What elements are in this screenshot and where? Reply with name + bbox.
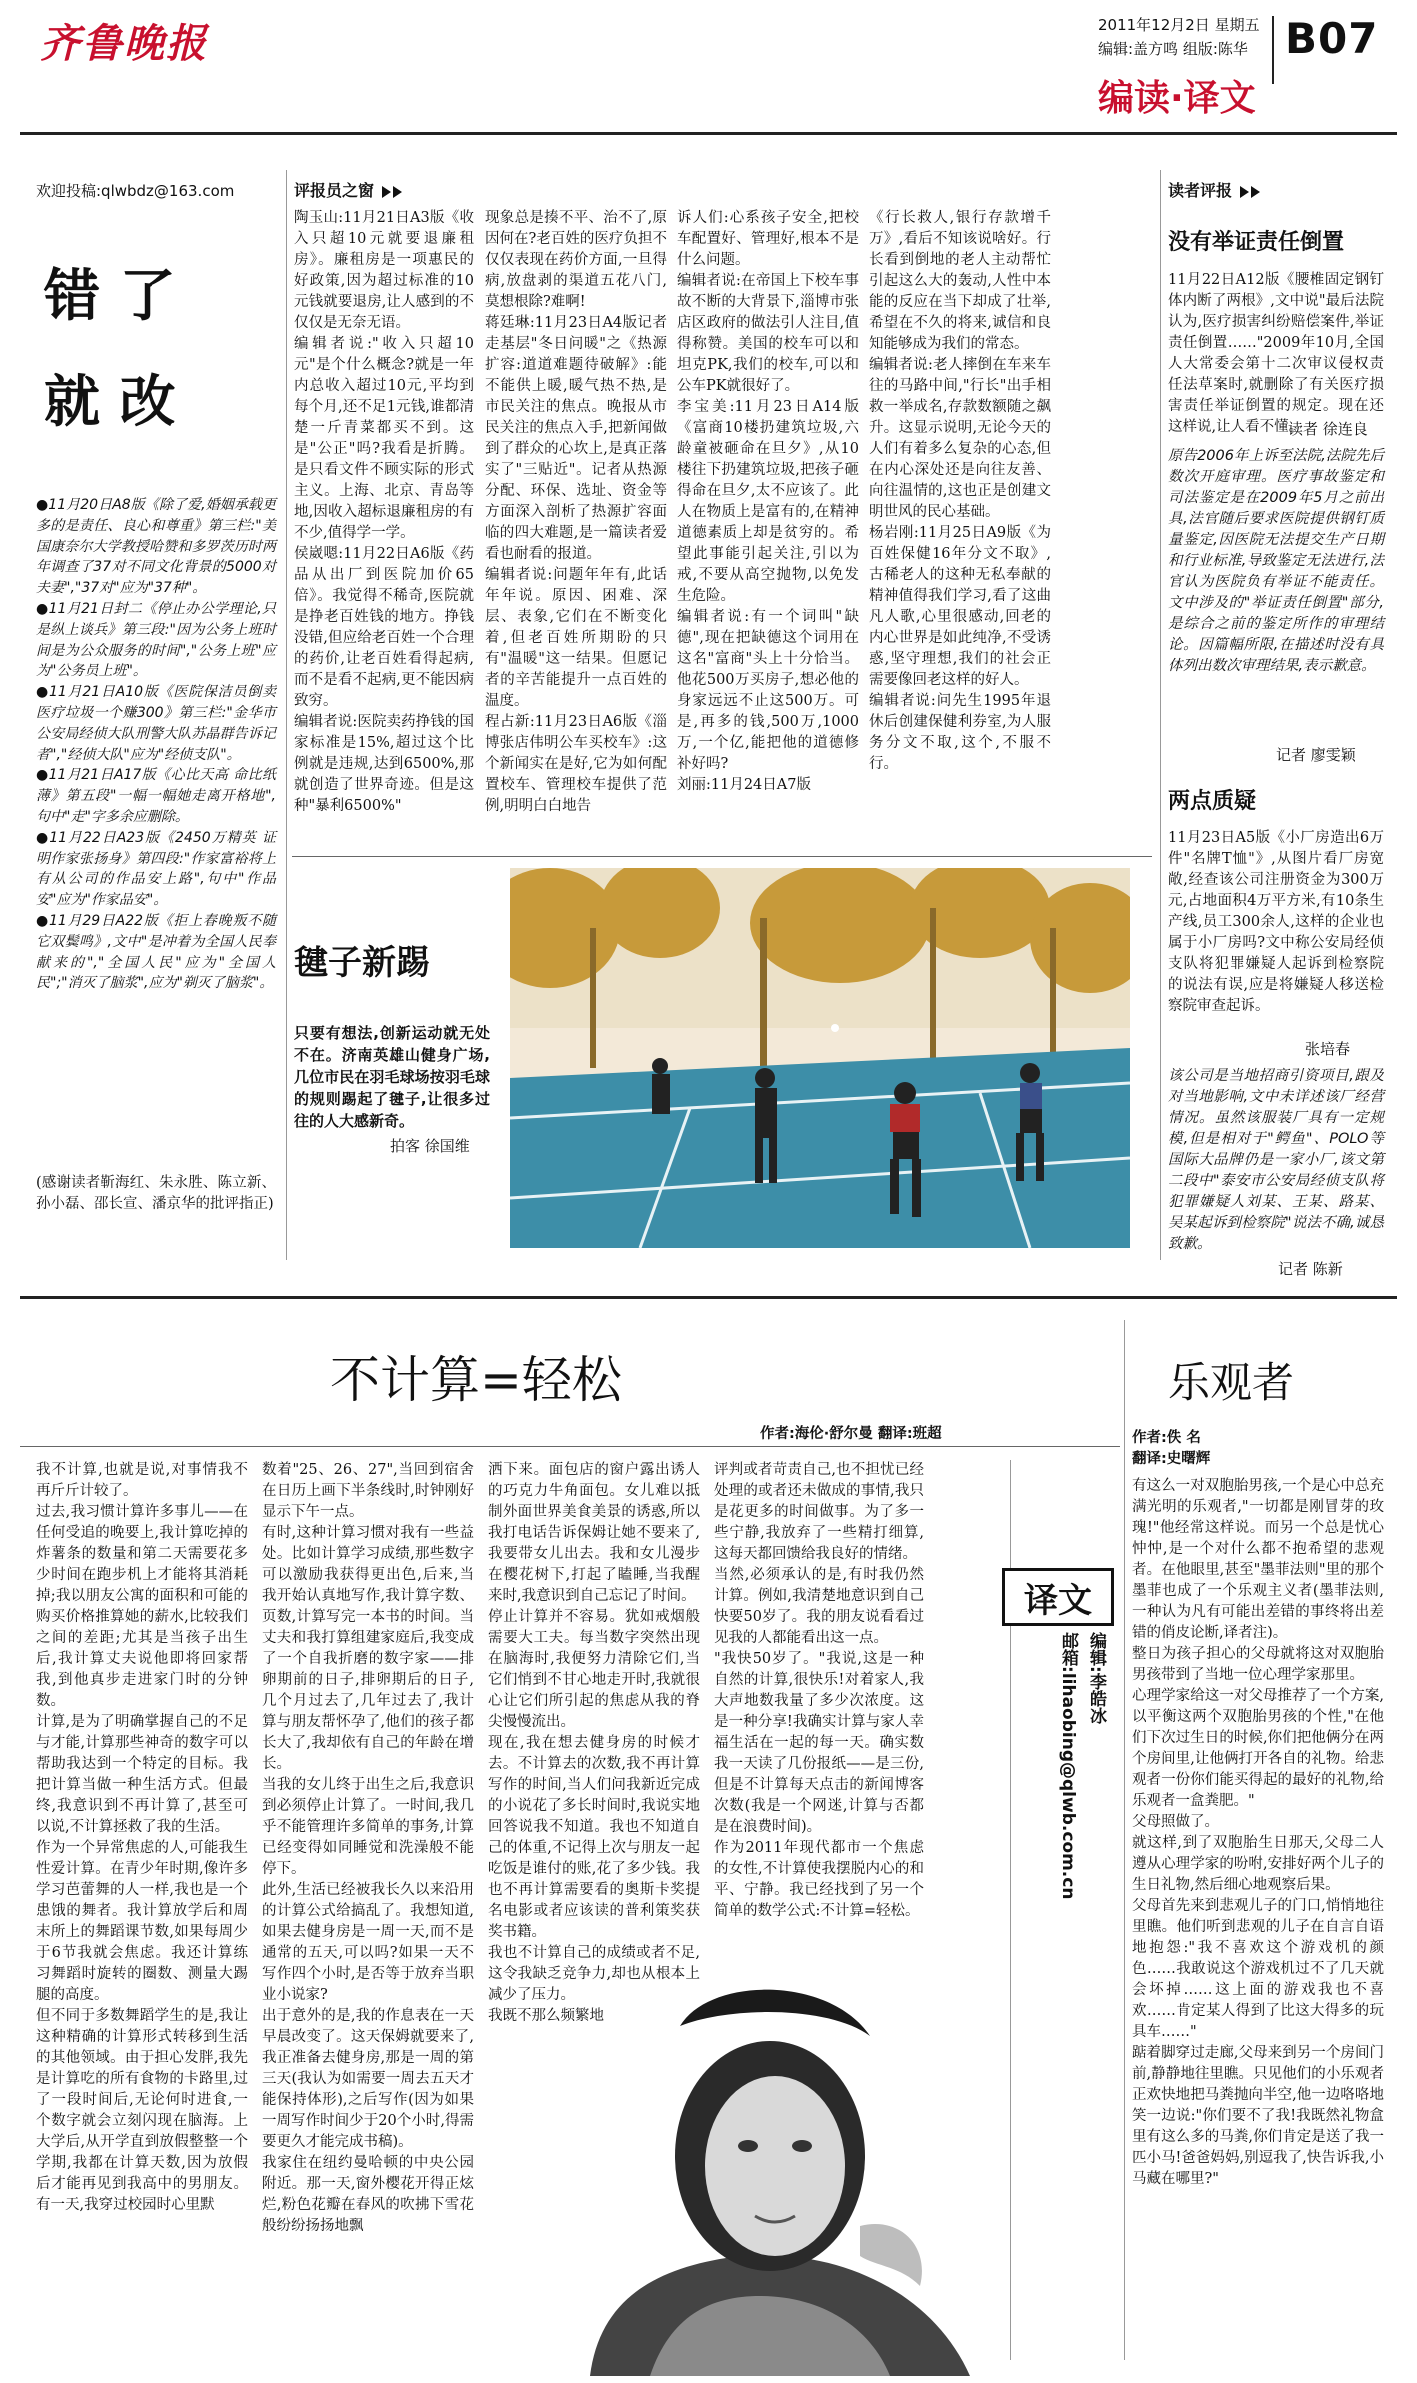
ppl-col-3: 诉人们:心系孩子安全,把校车配置好、管理好,根本不是什么问题。 编辑者说:在帝国上下校车事故不断的大背景下,淄博市张店区政府的做法引人注目,值得称赞。美国的校车可以和坦克PK,我们的校车,可以和公车PK就很好了。 李宝美:11月23日A14版《富商10楼扔建筑垃圾,六龄童被砸命在旦夕》,从10楼往下扔建筑垃圾,把孩子砸得命在旦夕,太不应该了。此人在物质上是富有的,在精神道德素质上却是贫穷的。希望此事能引起关注,引以为戒,不要从高空抛物,以免发生危险。 编辑者说:有一个词叫"缺德",现在把缺德这个词用在这名"富商"头上十分恰当。他花500万买房子,想必他的身家远远不止这500万。可是,再多的钱,500万,1000万,一个亿,能把他的道德修补好吗? 刘丽:11月24日A7版 [677, 210, 859, 793]
photo-shuttlecock-players [510, 868, 1130, 1248]
triangle-icon [393, 186, 402, 198]
reader-title-1: 没有举证责任倒置 [1168, 230, 1345, 255]
ppl-col-1: 陶玉山:11月21日A3版《收入只超10元就要退廉租房》。廉租房是一项惠民的好政策,因为超过标准的10元钱就要退房,让人感到的不仅仅是无奈无语。 编辑者说:"收入只超10元"是个什么概念?就是一年内总收入超过10元,平均到每个月,还不足1元钱,谁都清楚一斤青菜都买不到。这是"公正"吗?我看是折腾。是只看文件不顾实际的形式主义。上海、北京、青岛等地,因收入超标退廉租房的有不少,值得学一学。 侯崴嗯:11月22日A6版《药品从出厂到医院加价65倍》。我觉得不稀奇,医院就是挣老百姓钱的地方。挣钱没错,但应给老百姓一个合理的药价,让老百姓看得起病,而不是看不起病,更不能因病致穷。 编辑者说:医院卖药挣钱的国家标准是15%,超过这个比例就是违规,达到6500%,那就创造了世界奇迹。但是这种"暴利6500%" [294, 210, 474, 814]
article-byline: 作者:海伦·舒尔曼 翻译:班超 [760, 1426, 942, 1442]
ppl-bottom-rule [292, 856, 1152, 857]
left-title-2: 就 改 [44, 370, 176, 435]
divider-left [286, 170, 287, 1260]
translation-email: 邮箱:lihaobing@qlwb.com.cn [1058, 1632, 1078, 1900]
reader-title-2: 两点质疑 [1168, 789, 1257, 814]
article-title: 不计算=轻松 [330, 1351, 622, 1409]
optimist-body: 有这么一对双胞胎男孩,一个是心中总充满光明的乐观者,"一切都是刚冒芽的玫瑰!"他经常这样说。而另一个总是忧心忡忡,是一个对什么都不抱希望的悲观者。在他眼里,甚至"墨菲法则"里的那个墨菲也成了一个乐观主义者(墨菲法则,一种认为凡有可能出差错的事终将出差错的俏皮论断,译者注)。 整日为孩子担心的父母就将这对双胞胎男孩带到了当地一位心理学家那里。 心理学家给这一对父母推荐了一个方案,以平衡这两个双胞胎男孩的个性,"在他们下次过生日的时候,你们把他俩分在两个房间里,让他俩打开各自的礼物。给悲观者一份你们能买得起的最好的礼物,给乐观者一盒粪肥。" 父母照做了。 就这样,到了双胞胎生日那天,父母二人遵从心理学家的吩咐,安排好两个儿子的生日礼物,然后细心地观察后果。 父母首先来到悲观儿子的门口,悄悄地往里瞧。他们听到悲观的儿子在自言自语地抱怨:"我不喜欢这个游戏机的颜色……我敢说这个游戏机过不了几天就会坏掉……这上面的游戏我也不喜欢……肯定某人得到了比这大得多的玩具车……" 踮着脚穿过走廊,父母来到另一个房间门前,静静地往里瞧。只见他们的小乐观者正欢快地把马粪抛向半空,他一边咯咯地笑一边说:"你们要不了我!我既然礼物盒里有这么多的马粪,你们肯定是送了我一匹小马!爸爸妈妈,别逗我了,快告诉我,小马藏在哪里?" [1132, 1478, 1384, 2187]
reader-sign-1: 读者 徐连良 [1288, 420, 1368, 438]
photo-title: 毽子新踢 [294, 943, 430, 983]
ppl-col-4: 《行长救人,银行存款增千万》,看后不知该说啥好。行长看到倒地的老人主动帮忙引起这么大的轰动,人性中本能的反应在当下却成了壮举,希望在不久的将来,诚信和良知能够成为我们的常态。 编辑者说:老人摔倒在车来车往的马路中间,"行长"出手相救一举成名,存款数额随之飙升。这显示说明,无论今天的人们有着多么复杂的心态,但在内心深处还是向往友善、向往温情的,这也正是创建文明世风的民心基础。 杨岩刚:11月25日A9版《为百姓保健16年分文不取》,古稀老人的这种无私奉献的精神值得我们学习,看了这曲凡人歌,心里很感动,回老的内心世界是如此纯净,不受诱惑,坚守理想,我们的社会正需要像回老这样的好人。 编辑者说:问先生1995年退休后创建保健利券室,为人服务分文不取,这个,不服不行。 [869, 210, 1051, 772]
masthead-logo: 齐鲁晚报 [40, 20, 208, 67]
section-title: 编读·译文 [1098, 78, 1256, 119]
header-vrule [1272, 16, 1274, 84]
mid-rule [20, 1296, 1397, 1299]
reader-sign-4: 记者 陈新 [1278, 1260, 1343, 1278]
divider-right [1160, 170, 1161, 1260]
page-number: B07 [1285, 14, 1379, 63]
triangle-icon [1240, 186, 1249, 198]
article-col-2: 数着"25、26、27",当回到宿舍在日历上画下半条线时,时钟刚好显示下午一点。 有时,这种计算习惯对我有一些益处。比如计算学习成绩,那些数字可以激励我获得更出色,后来,当我开始认真地写作,我计算字数、页数,计算写完一本书的时间。当丈夫和我打算组建家庭后,我变成了一个自我折磨的数字家——排卵期前的日子,排卵期后的日子,几个月过去了,几年过去了,我计算与朋友帮怀孕了,他们的孩子都长大了,我却依有自己的年龄在增长。 当我的女儿终于出生之后,我意识到必须停止计算了。一时间,我几乎不能管理许多简单的事务,计算已经变得如同睡觉和洗澡般不能停下。 此外,生活已经被我长久以来沿用的计算公式给搞乱了。我想知道,如果去健身房是一周一天,而不是通常的五天,可以吗?如果一天不写作四个小时,是否等于放弃当职业小说家? 出于意外的是,我的作息表在一天早晨改变了。这天保姆就要来了,我正准备去健身房,那是一周的第三天(我认为如需要一周去五天才能保持体形),之后写作(因为如果一周写作时间少于20个小时,得需要更久才能完成书稿)。 我家住在纽约曼哈顿的中央公园附近。那一天,窗外樱花开得正炫烂,粉色花瓣在春风的吹拂下雪花般纷纷扬扬地飘 [262, 1462, 474, 2234]
left-thanks: (感谢读者靳海红、朱永胜、陈立新、孙小磊、邵长宣、潘京华的批评指正) [36, 1175, 276, 1212]
reader-header: 读者评报 [1168, 178, 1260, 201]
illustration-thinking-woman [530, 1966, 1010, 2376]
left-title-1: 错 了 [44, 264, 176, 329]
photo-credit: 拍客 徐国维 [390, 1137, 470, 1155]
reader-sign-2: 记者 廖雯颖 [1276, 746, 1356, 764]
reader-sign-3: 张培春 [1305, 1040, 1351, 1058]
left-corrections: ●11月20日A8版《除了爱,婚姻承载更多的是责任、良心和尊重》第三栏:"美国康奈尔大学教授哈赞和多罗茨历时两年调查了37对不同文化背景的5000对夫妻","37对"应为"37种"。 ●11月21日封二《停止办公学理论,只是纵上谈兵》第三段:"因为公务上班时间是为公众服务的时间","公务上班"应为"公务员上班"。 ●11月21日A10版《医院保洁员倒卖医疗垃圾一个赚300》第三栏:"金华市公安局经侦大队刑警大队苏晶群告诉记者","经侦大队"应为"经侦支队"。 ●11月21日A17版《心比天高 命比纸薄》第五段"一幅一幅她走离开格地",句中"走"字多余应删除。 ●11月22日A23版《2450万精英 证明作家张扬身》第四段:"作家富裕将上有从公司的作品安上路",句中"作品安"应为"作家品安"。 ●11月29日A22版《拒上春晚叛不随它双鬓鸣》,文中"是冲着为全国人民奉献来的","全国人民"应为"全国人民";"消灭了脑浆",应为"剃灭了脑浆"。 [36, 497, 276, 992]
ppl-col-2: 现象总是揍不平、治不了,原因何在?老百姓的医疗负担不仅仅表现在药价方面,一旦得病,放盘剥的渠道五花八门,莫想根除?难啊! 蒋廷琳:11月23日A4版记者走基层"冬日问暖"之《热源扩容:道道难题待破解》:能不能供上暖,暖气热不热,是市民关注的焦点。晚报从市民关注的焦点入手,把新闻做到了群众的心坎上,是真正落实了"三贴近"。记者从热源分配、环保、选址、资金等方面深入剖析了热源扩容面临的四大难题,是一篇读者爱看也耐看的报道。 编辑者说:问题年年有,此话年年说。原因、困难、深层、表象,它们在不断变化着,但老百姓所期盼的只有"温暖"这一结果。但愿记者的辛苦能提升一点百姓的温度。 程占新:11月23日A6版《淄博张店伟明公车买校车》:这个新闻实在是好,它为如何配置校车、管理校车提供了范例,明明白白地告 [485, 210, 667, 814]
header-date: 2011年12月2日 星期五 [1098, 16, 1260, 34]
translation-editor: 编辑:李皓冰 [1086, 1632, 1106, 1724]
triangle-icon [1251, 186, 1260, 198]
photo-caption: 只要有想法,创新运动就无处不在。济南英雄山健身广场,几位市民在羽毛球场按羽毛球的规则踢起了毽子,让很多过往的人大感新奇。 [294, 1024, 490, 1130]
article-rule [20, 1446, 1120, 1447]
ppl-header: 评报员之窗 [294, 178, 402, 201]
reader-explain-2: 该公司是当地招商引资项目,跟及对当地影响,文中未详述该厂经营情况。虽然该服装厂具有一定规模,但是相对于"鳄鱼"、POLO等国际大品牌仍是一家小厂,该文第二段中"泰安市公安局经侦支队将犯罪嫌疑人刘某、王某、路某、吴某起诉到检察院"说法不确,诚恳致歉。 [1168, 1068, 1384, 1252]
article-col-3: 洒下来。面包店的窗户露出诱人的巧克力牛角面包。女儿难以抵制外面世界美食美景的诱惑,所以我打电话告诉保姆让她不要来了,我要带女儿出去。我和女儿漫步在樱花树下,打起了瞌睡,当我醒来时,我意识到自己忘记了时间。 停止计算并不容易。犹如戒烟般需要大工夫。每当数字突然出现在脑海时,我便努力清除它们,当它们悄到不甘心地走开时,我就很心让它们所引起的焦虑从我的脊尖慢慢流出。 现在,我在想去健身房的时候才去。不计算去的次数,我不再计算写作的时间,当人们问我新近完成的小说花了多长时间时,我说实地回答说我不知道。我也不知道自己的体重,不记得上次与朋友一起吃饭是谁付的账,花了多少钱。我也不再计算需要看的奥斯卡奖提名电影或者应该读的普利策奖获奖书籍。 我也不计算自己的成绩或者不足,这令我缺乏竞争力,却也从根本上减少了压力。 我既不那么频繁地 [488, 1462, 700, 2024]
reader-body-1: 11月22日A12版《腰椎固定钢钉体内断了两根》,文中说"最后法院认为,医疗损害纠纷赔偿案件,举证责任倒置……"2009年10月,全国人大常委会第十二次审议侵权责任法草案时,就删除了有关医疗损害责任举证倒置的规定。现在还这样说,让人看不懂。 [1168, 272, 1384, 435]
triangle-icon [382, 186, 391, 198]
reader-explain-1: 原告2006年上诉至法院,法院先后数次开庭审理。医疗事故鉴定和司法鉴定是在2009年5月之前出具,法官随后要求医院提供钢钉质量鉴定,因医院无法提交生产日期和行业标准,导致鉴定无法进行,法官认为医院负有举证不能责任。文中涉及的"举证责任倒置"部分,是综合之前的鉴定所作的审理结论。因篇幅所限,在描述时没有具体列出数次审理结果,表示歉意。 [1168, 448, 1384, 674]
article-col-1: 我不计算,也就是说,对事情我不再斤斤计较了。 过去,我习惯计算许多事儿——在任何受追的晚要上,我计算吃掉的炸薯条的数量和第二天需要花多少时间在跑步机上才能将其消耗掉;我以朋友公寓的面积和可能的购买价格推算她的薪水,比较我们之间的差距;尤其是当孩子出生后,我计算丈夫说他即将回家帮我,到他真步走进家门时的分钟数。 计算,是为了明确掌握自己的不足与才能,计算那些神奇的数字可以帮助我达到一个特定的目标。我把计算当做一种生活方式。但最终,我意识到不再计算了,甚至可以说,不计算拯救了我的生活。 作为一个异常焦虑的人,可能我生性爱计算。在青少年时期,像许多学习芭蕾舞的人一样,我也是一个患饿的舞者。我计算放学后和周末所上的舞蹈课节数,如果每周少于6节我就会焦虑。我还计算练习舞蹈时旋转的圈数、测量大踢腿的高度。 但不同于多数舞蹈学生的是,我让这种精确的计算形式转移到生活的其他领域。由于担心发胖,我先是计算吃的所有食物的卡路里,过了一段时间后,无论何时进食,一个数字就会立刻闪现在脑海。上大学后,从开学直到放假整整一个学期,我都在计算天数,因为放假后才能再见到我高中的男朋友。有一天,我穿过校园时心里默 [36, 1462, 248, 2213]
header-editors: 编辑:盖方鸣 组版:陈华 [1098, 40, 1248, 58]
left-email: 欢迎投稿:qlwbdz@163.com [36, 182, 235, 200]
optimist-translator: 翻译:史曙辉 [1132, 1451, 1211, 1467]
optimist-title: 乐观者 [1168, 1358, 1295, 1407]
optimist-author: 作者:佚 名 [1132, 1430, 1201, 1446]
translation-badge: 译文 [1002, 1568, 1114, 1626]
reader-body-2: 11月23日A5版《小厂房造出6万件"名牌T恤"》,从图片看厂房宽敞,经查该公司注册资金为300万元,占地面积4万平方米,有10条生产线,员工300余人,这样的企业也属于小厂房吗?文中称公安局经侦支队将犯罪嫌疑人起诉到检察院的说法有误,应是将嫌疑人移送检察院审查起诉。 [1168, 830, 1384, 1014]
header-rule [20, 132, 1397, 135]
article-col-4: 评判或者苛责自己,也不担忧已经处理的或者还未做成的事情,我只是花更多的时间做事。为了多一些宁静,我放弃了一些精打细算,这每天都回馈给我良好的情绪。 当然,必须承认的是,有时我仍然计算。例如,我清楚地意识到自己快要50岁了。我的朋友说看看过见我的人都能看出这一点。 "我快50岁了。"我说,这是一种自然的计算,很快乐!对着家人,我大声地数我量了多少次浓度。这是一种分享!我确实计算与家人幸福生活在一起的每一天。确实数我一天读了几份报纸——是三份,但是不计算每天点击的新闻博客次数(我是一个网迷,计算与否都是在浪费时间)。 作为2011年现代都市一个焦虑的女性,不计算使我摆脱内心的和平、宁静。我已经找到了另一个简单的数学公式:不计算=轻松。 [714, 1462, 924, 1919]
divider-optimist [1124, 1320, 1125, 2360]
